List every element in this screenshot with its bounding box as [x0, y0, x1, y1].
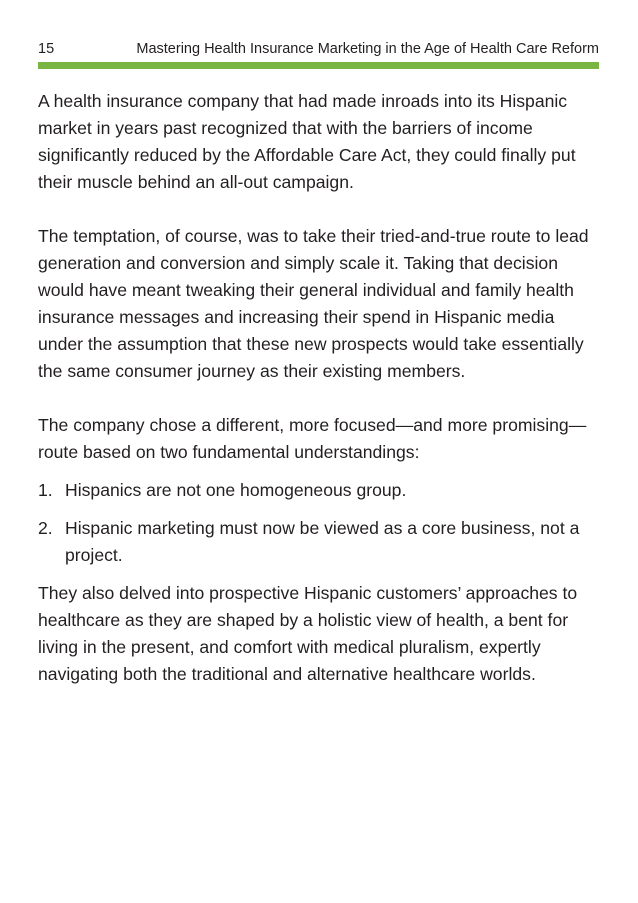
paragraph: The temptation, of course, was to take their tried-and-true route to lead generation and conversion and simply scale it. Taking that decision would have meant tweaking their general individual and family health insurance messages and increasing their spend in Hispanic media under the assumption that these new prospects would take essentially the same consumer journey as their existing members.	[38, 226, 589, 381]
list-item-number: 2.	[38, 518, 53, 538]
list-item	[38, 515, 603, 569]
list-item-text: Hispanic marketing must now be viewed as a core business, not a project.	[65, 518, 580, 565]
list-item-text: Hispanics are not one homogeneous group.	[65, 480, 407, 500]
page-header	[38, 38, 599, 60]
paragraph: They also delved into prospective Hispanic customers’ approaches to healthcare as they are shaped by a holistic view of health, a bent for living in the present, and comfort with medical pluralism, expertly navigating both the traditional and alternative healthcare worlds.	[38, 583, 578, 684]
page-number: 15	[38, 41, 55, 57]
header-divider	[38, 62, 599, 69]
paragraph: A health insurance company that had made inroads into its Hispanic market in years past recognized that with the barriers of income significantly reduced by the Affordable Care Act, they could finally put their muscle behind an all-out campaign.	[38, 91, 576, 192]
paragraph: The company chose a different, more focused—and more promising—route based on two fundamental understandings:	[38, 415, 587, 462]
list-item	[38, 477, 603, 504]
numbered-list	[38, 477, 603, 569]
list-item-number: 1.	[38, 480, 53, 500]
page-body	[38, 88, 603, 688]
running-title: Mastering Health Insurance Marketing in the Age of Health Care Reform	[136, 41, 599, 57]
